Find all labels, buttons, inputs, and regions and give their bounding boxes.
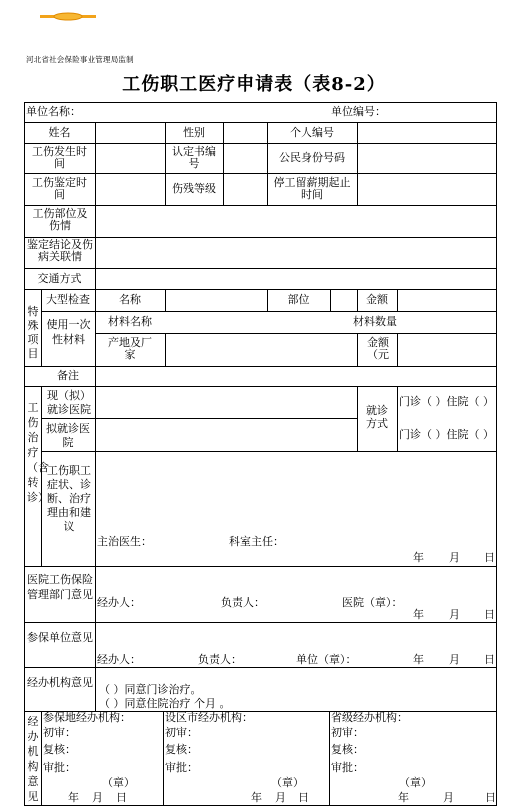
employer-responsible: 负责人： (198, 653, 242, 666)
employer-opinion-label: 参保单位意见 (27, 631, 93, 644)
appraisal-conclusion-label: 鉴定结论及伤病关联情 (27, 238, 93, 263)
agency-option-inpatient: （ ）同意住院治疗 个月 。 (99, 697, 231, 710)
treatment-section-label: 工伤治疗（含转诊） (27, 401, 49, 504)
logo-image (40, 12, 96, 21)
date-year: 年 (398, 791, 409, 804)
remarks-label: 备注 (57, 369, 79, 382)
large-check-label: 大型检查 (46, 293, 90, 306)
visit-mode-option-1: 门诊（ ）住院（ ） (399, 395, 494, 408)
id-no-label: 公民身份号码 (279, 151, 345, 164)
recheck-label: 复核： (165, 743, 198, 756)
employer-seal: 单位（章）： (296, 653, 357, 666)
gender-label: 性别 (183, 126, 205, 139)
unit-name-label: 单位名称： (26, 105, 81, 118)
recheck-label: 复核： (331, 743, 364, 756)
approval-col-title: 省级经办机构： (331, 711, 408, 724)
first-review-label: 初审： (331, 726, 364, 739)
symptoms-label: 工伤职工症状、诊断、治疗理由和建议 (47, 464, 91, 533)
date-year: 年 (251, 791, 262, 804)
visit-mode-label: 就诊方式 (366, 404, 388, 430)
employer-month: 月 (449, 653, 460, 666)
current-hospital-label: 现（拟）就诊医院 (47, 389, 91, 416)
first-review-label: 初审： (165, 726, 198, 739)
approval-col-title: 参保地经办机构： (43, 711, 131, 724)
page-title: 工伤职工医疗申请表（表8-2） (122, 74, 386, 95)
approve-label: 审批： (331, 761, 364, 774)
approval-side-label: 经办机构意见 (27, 715, 39, 803)
seal-label: （章） (271, 776, 304, 789)
origin-maker-label: 产地及厂家 (108, 336, 152, 361)
treatment-year: 年 (413, 551, 424, 564)
check-name-label: 名称 (119, 293, 141, 306)
date-year: 年 (68, 791, 79, 804)
date-day: 日 (116, 791, 127, 804)
date-month: 月 (443, 791, 454, 804)
personal-no-label: 个人编号 (290, 126, 334, 139)
unit-no-label: 单位编号： (331, 105, 386, 118)
leave-period-label: 停工留薪期起止时间 (273, 176, 351, 201)
hospital-responsible: 负责人： (221, 596, 265, 609)
transport-label: 交通方式 (37, 272, 82, 285)
hospital-opinion-label: 医院工伤保险管理部门意见 (27, 573, 93, 601)
treatment-day: 日 (484, 551, 495, 564)
approve-label: 审批： (165, 761, 198, 774)
material-name-label: 材料名称 (108, 315, 152, 328)
injury-part-label: 工伤部位及伤情 (32, 207, 88, 232)
employer-year: 年 (413, 653, 424, 666)
first-review-label: 初审： (43, 726, 76, 739)
employer-day: 日 (484, 653, 495, 666)
hospital-year: 年 (413, 608, 424, 621)
name-label: 姓名 (48, 126, 71, 139)
visit-mode-option-2: 门诊（ ）住院（ ） (399, 428, 494, 441)
agency-opinion-label: 经办机构意见 (27, 676, 93, 689)
appraisal-time-label: 工伤鉴定时间 (32, 176, 87, 201)
seal-label: （章） (102, 776, 135, 789)
hospital-handler: 经办人： (97, 596, 141, 609)
chief-doctor-label: 主治医生： (97, 535, 152, 548)
check-part-label: 部位 (287, 293, 310, 306)
dept-director-label: 科室主任： (229, 535, 284, 548)
disability-level-label: 伤残等级 (172, 182, 216, 195)
date-day: 日 (298, 791, 309, 804)
employer-handler: 经办人： (97, 653, 141, 666)
disposable-label: 使用一次性材料 (46, 318, 91, 346)
seal-label: （章） (399, 776, 432, 789)
agency-option-outpatient: （ ）同意门诊治疗。 (99, 683, 202, 696)
date-day: 日 (485, 791, 496, 804)
hospital-month: 月 (449, 608, 460, 621)
check-amount-label: 金额 (366, 293, 388, 306)
amount-yuan-label: 金额（元 (367, 336, 389, 361)
cert-no-label: 认定书编号 (172, 145, 216, 170)
special-section-label: 特殊项目 (27, 305, 39, 360)
hospital-seal: 医院（章）： (342, 596, 403, 609)
approval-col-title: 设区市经办机构： (165, 711, 253, 724)
recheck-label: 复核： (43, 743, 76, 756)
hospital-day: 日 (484, 608, 495, 621)
material-qty-label: 材料数量 (353, 315, 397, 328)
treatment-month: 月 (449, 551, 460, 564)
date-month: 月 (92, 791, 103, 804)
approve-label: 审批： (43, 761, 76, 774)
date-month: 月 (275, 791, 286, 804)
planned-hospital-label: 拟就诊医院 (46, 422, 90, 449)
supervising-org: 河北省社会保险事业管理局监制 (26, 55, 134, 64)
injury-time-label: 工伤发生时间 (32, 145, 87, 170)
